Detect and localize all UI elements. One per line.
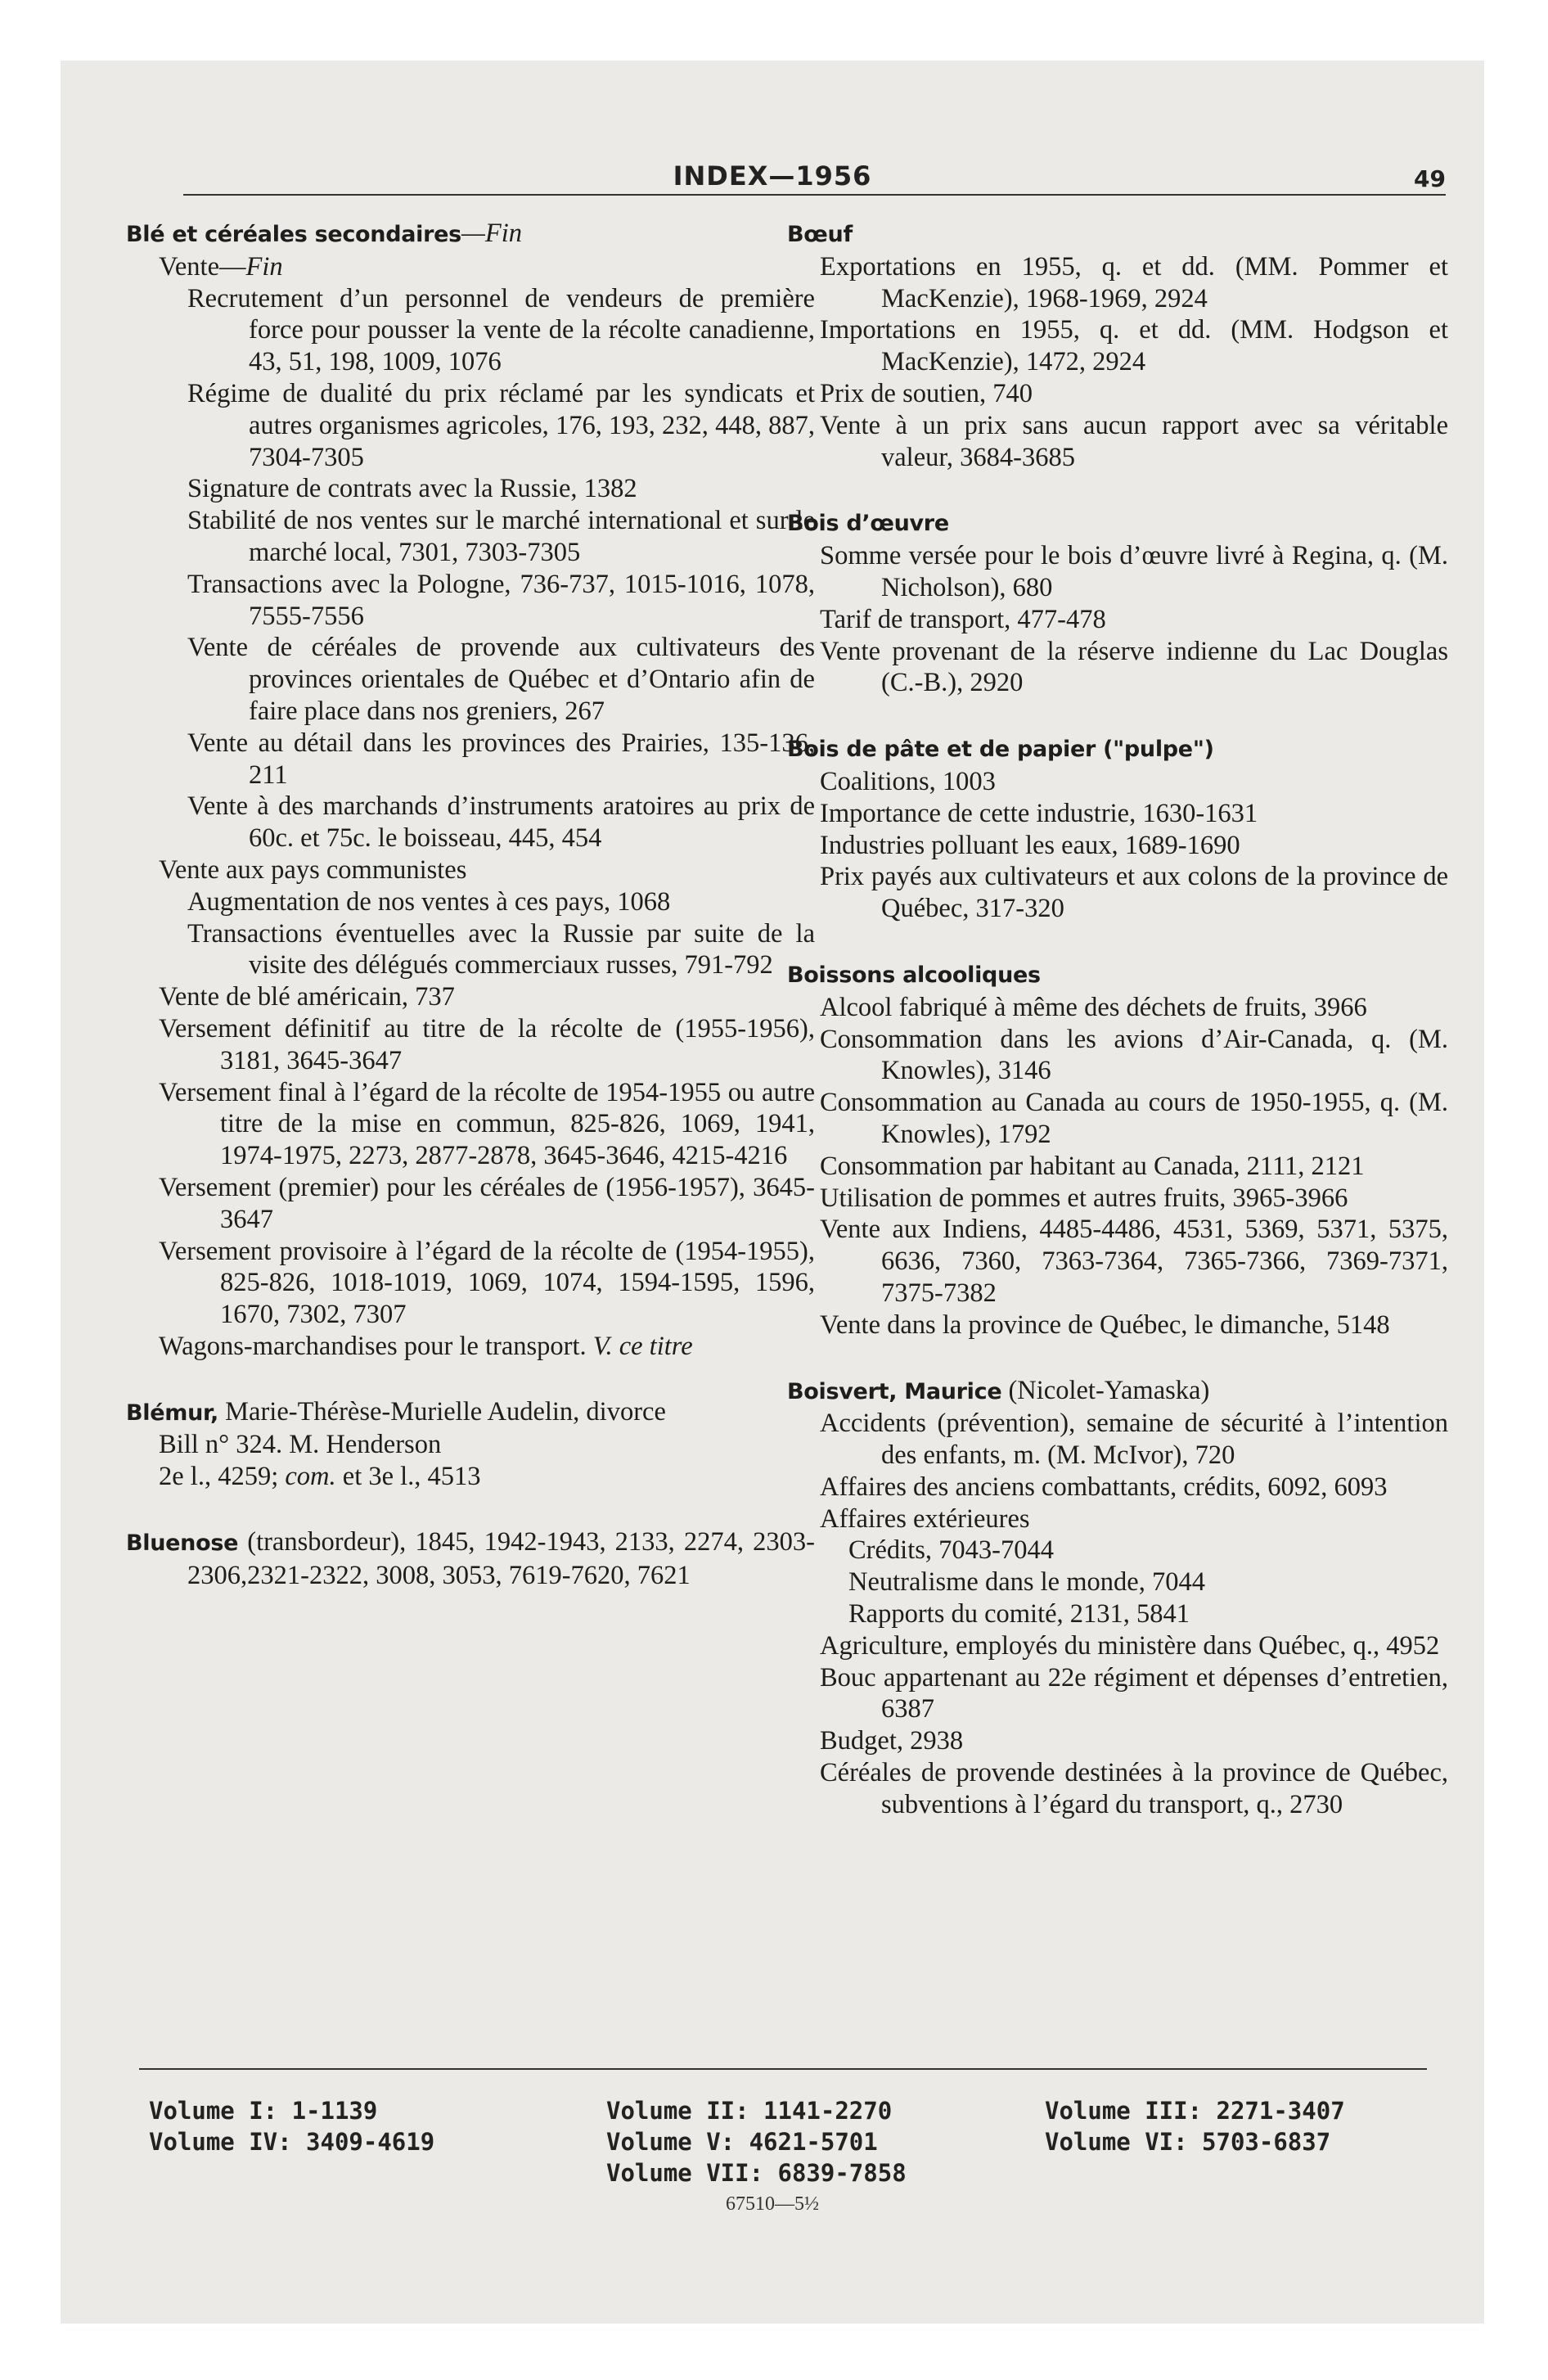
entry-text: Vente aux pays communistes <box>159 854 467 885</box>
heading-term: Bœuf <box>787 222 853 247</box>
entry-text: Consommation au Canada au cours de 1950-1955, q. (M. Knowles), 1792 <box>820 1088 1448 1149</box>
index-subsubentry <box>787 1566 1448 1598</box>
index-subentry <box>787 636 1448 700</box>
index-subentry <box>787 1408 1448 1472</box>
index-heading <box>126 1396 815 1430</box>
volume-range: Volume V: 4621-5701 <box>606 2128 878 2156</box>
entry-text: Vente aux Indiens, 4485-4486, 4531, 5369, 5371, 5375, 6636, 7360, 7363-7364, 7365-7366, 7369-7371, 7375-7382 <box>820 1215 1448 1308</box>
entry-gap <box>126 1363 815 1396</box>
entry-text: Importations en 1955, q. et dd. (MM. Hodgson et MacKenzie), 1472, 2924 <box>820 315 1448 377</box>
entry-text: Vente de blé américain, 737 <box>159 982 455 1012</box>
index-subentry <box>787 540 1448 604</box>
index-subentry <box>787 798 1448 830</box>
heading-term: Blémur, <box>126 1400 219 1426</box>
index-subentry <box>126 1331 815 1363</box>
index-subentry <box>787 1472 1448 1503</box>
index-subsubentry <box>126 473 815 505</box>
entry-text: Signature de contrats avec la Russie, 1382 <box>187 474 637 504</box>
entry-text: Vente à des marchands d’instruments aratoires au prix de 60c. et 75c. le boisseau, 445, 454 <box>187 791 815 854</box>
scanned-page <box>61 61 1484 2324</box>
heading-term: Boisvert, Maurice <box>787 1378 1002 1404</box>
entry-text: Versement final à l’égard de la récolte de 1954-1955 ou autre titre de la mise en commun, 825-826, 1069, 1941, 1974-1975, 2273, 2877-2878, 3645-3646, 4215-4216 <box>159 1077 815 1171</box>
entry-text: Vente de céréales de provende aux cultivateurs des provinces orientales de Québec et d’Ontario afin de faire place dans nos greniers, 267 <box>187 633 815 726</box>
index-subentry <box>787 604 1448 636</box>
entry-gap <box>787 925 1448 958</box>
index-subentry <box>126 1172 815 1236</box>
index-subentry <box>787 1151 1448 1183</box>
entry-text: Augmentation de nos ventes à ces pays, 1068 <box>187 886 671 917</box>
header-rule <box>183 194 1446 196</box>
entry-gap <box>126 1493 815 1526</box>
volume-key-column-2 <box>606 2095 907 2188</box>
entry-text: Transactions avec la Pologne, 736-737, 1015-1016, 1078, 7555-7556 <box>187 569 815 631</box>
footer-rule <box>139 2068 1427 2070</box>
index-heading <box>787 732 1448 766</box>
entry-text: Transactions éventuelles avec la Russie par suite de la visite des délégués commerciaux russes, 791-792 <box>187 918 815 980</box>
index-subentry <box>126 981 815 1013</box>
index-heading <box>126 218 815 251</box>
entry-text: Vente dans la province de Québec, le dimanche, 5148 <box>820 1309 1390 1340</box>
entry-text: Stabilité de nos ventes sur le marché international et sur le marché local, 7301, 7303-7305 <box>187 506 815 567</box>
index-subsubentry <box>126 918 815 982</box>
entry-text: Prix de soutien, 740 <box>820 378 1033 408</box>
index-subentry <box>126 1236 815 1331</box>
entry-italic: Fin <box>245 251 283 282</box>
entry-text: Tarif de transport, 477-478 <box>820 604 1106 634</box>
index-subentry <box>126 1077 815 1172</box>
volume-range: Volume II: 1141-2270 <box>606 2097 893 2125</box>
entry-text: Somme versée pour le bois d’œuvre livré à Regina, q. (M. Nicholson), 680 <box>820 541 1448 602</box>
index-subsubentry <box>126 569 815 633</box>
heading-term: Bois d’œuvre <box>787 511 949 537</box>
entry-gap <box>787 699 1448 732</box>
index-subentry <box>126 1461 815 1493</box>
entry-text: Bouc appartenant au 22e régiment et dépenses d’entretien, 6387 <box>820 1662 1448 1724</box>
index-subentry <box>787 830 1448 862</box>
entry-text: Consommation dans les avions d’Air-Canada, q. (M. Knowles), 3146 <box>820 1024 1448 1086</box>
index-subentry <box>787 410 1448 474</box>
index-subentry <box>787 1024 1448 1088</box>
index-subsubentry <box>787 1535 1448 1566</box>
right-column <box>787 218 1448 1821</box>
entry-text: Crédits, 7043-7044 <box>848 1535 1054 1566</box>
index-subsubentry <box>787 1598 1448 1630</box>
entry-italic: V. ce titre <box>592 1331 693 1361</box>
entry-text: Affaires extérieures <box>820 1503 1030 1534</box>
entry-text: Vente au détail dans les provinces des Prairies, 135-136, 211 <box>187 728 815 790</box>
index-heading <box>787 218 1448 251</box>
index-subsubentry <box>126 632 815 727</box>
entry-text: Vente à un prix sans aucun rapport avec sa véritable valeur, 3684-3685 <box>820 410 1448 472</box>
volume-key-column-3 <box>1045 2095 1345 2157</box>
index-subentry <box>787 1630 1448 1662</box>
entry-text: Accidents (prévention), semaine de sécurité à l’intention des enfants, m. (M. McIvor), 720 <box>820 1409 1448 1471</box>
index-heading <box>787 1375 1448 1409</box>
volume-range: Volume VII: 6839-7858 <box>606 2159 907 2187</box>
index-subentry <box>787 1087 1448 1151</box>
index-subentry <box>787 1725 1448 1757</box>
index-subentry <box>126 1013 815 1077</box>
index-heading <box>787 958 1448 992</box>
index-subsubentry <box>126 505 815 569</box>
index-subentry <box>787 1309 1448 1341</box>
entry-italic: com. <box>285 1462 336 1492</box>
index-subentry <box>787 314 1448 378</box>
entry-text: Bill n° 324. M. Henderson <box>159 1430 442 1460</box>
volume-range: Volume III: 2271-3407 <box>1045 2097 1345 2125</box>
heading-term: Blé et céréales secondaires <box>126 222 461 247</box>
entry-gap <box>787 1341 1448 1375</box>
entry-text: 2e l., 4259; <box>159 1462 286 1492</box>
entry-text: Vente— <box>159 251 246 282</box>
heading-detail: (Nicolet-Yamaska) <box>1001 1375 1210 1405</box>
heading-detail: (transbordeur), 1845, 1942-1943, 2133, 2274, 2303-2306,2321-2322, 3008, 3053, 7619-7620, 7621 <box>187 1527 815 1590</box>
index-subsubentry <box>126 378 815 473</box>
entry-text: Utilisation de pommes et autres fruits, 3965-3966 <box>820 1183 1348 1213</box>
entry-text: Industries polluant les eaux, 1689-1690 <box>820 830 1240 860</box>
index-subentry <box>126 251 815 283</box>
volume-range: Volume VI: 5703-6837 <box>1045 2128 1331 2156</box>
index-subentry <box>787 992 1448 1024</box>
entry-text: Recrutement d’un personnel de vendeurs de première force pour pousser la vente de la récolte canadienne, 43, 51, 198, 1009, 1076 <box>187 283 815 377</box>
entry-text: Prix payés aux cultivateurs et aux colons de la province de Québec, 317-320 <box>820 862 1448 924</box>
index-subentry <box>787 766 1448 798</box>
heading-term: Bluenose <box>126 1530 239 1557</box>
entry-text: Rapports du comité, 2131, 5841 <box>848 1599 1190 1629</box>
entry-text: Versement (premier) pour les céréales de (1956-1957), 3645-3647 <box>159 1172 815 1234</box>
entry-text-after: et 3e l., 4513 <box>335 1462 481 1492</box>
index-subentry <box>126 854 815 886</box>
volume-range: Volume I: 1-1139 <box>149 2097 378 2125</box>
index-subentry <box>787 1757 1448 1821</box>
entry-text: Neutralisme dans le monde, 7044 <box>848 1567 1205 1598</box>
entry-text: Vente provenant de la réserve indienne du Lac Douglas (C.-B.), 2920 <box>820 636 1448 698</box>
entry-text: Importance de cette industrie, 1630-1631 <box>820 798 1258 828</box>
entry-text: Coalitions, 1003 <box>820 766 996 796</box>
running-title: INDEX—1956 <box>673 160 872 192</box>
entry-text: Alcool fabriqué à même des déchets de fruits, 3966 <box>820 992 1367 1022</box>
printer-number: 67510—5½ <box>726 2193 819 2215</box>
entry-text: Budget, 2938 <box>820 1726 964 1756</box>
entry-text: Régime de dualité du prix réclamé par les syndicats et autres organismes agricoles, 176, 193, 232, 448, 887, 7304-7305 <box>187 378 815 472</box>
entry-text: Affaires des anciens combattants, crédits, 6092, 6093 <box>820 1472 1388 1502</box>
index-subentry <box>787 251 1448 315</box>
heading-term: Bois de pâte et de papier ("pulpe") <box>787 737 1214 763</box>
index-subentry <box>787 1183 1448 1215</box>
index-subsubentry <box>126 791 815 854</box>
heading-detail: Marie-Thérèse-Murielle Audelin, divorce <box>218 1396 666 1427</box>
entry-text: Consommation par habitant au Canada, 2111, 2121 <box>820 1151 1365 1181</box>
volume-range: Volume IV: 3409-4619 <box>149 2128 435 2156</box>
entry-text: Versement provisoire à l’égard de la récolte de (1954-1955), 825-826, 1018-1019, 1069, 1074, 1594-1595, 1596, 1670, 7302, 7307 <box>159 1236 815 1330</box>
index-subentry <box>787 1662 1448 1726</box>
entry-text: Wagons-marchandises pour le transport. <box>159 1331 593 1361</box>
index-subentry <box>787 378 1448 410</box>
index-heading <box>126 1526 815 1592</box>
entry-text: Versement définitif au titre de la récolte de (1955-1956), 3181, 3645-3647 <box>159 1013 815 1075</box>
index-subentry <box>787 1214 1448 1309</box>
index-subsubentry <box>126 283 815 378</box>
heading-suffix: —Fin <box>461 219 522 248</box>
index-subsubentry <box>126 728 815 791</box>
heading-term: Boissons alcooliques <box>787 962 1041 988</box>
index-subsubentry <box>126 886 815 918</box>
left-column <box>126 218 815 1592</box>
index-heading <box>787 507 1448 540</box>
entry-gap <box>787 473 1448 507</box>
index-subentry <box>787 861 1448 925</box>
volume-key-column-1 <box>149 2095 434 2157</box>
index-subentry <box>126 1429 815 1461</box>
index-subentry <box>787 1503 1448 1535</box>
page-number: 49 <box>1414 165 1446 192</box>
entry-text: Agriculture, employés du ministère dans Québec, q., 4952 <box>820 1630 1440 1661</box>
entry-text: Exportations en 1955, q. et dd. (MM. Pommer et MacKenzie), 1968-1969, 2924 <box>820 251 1448 313</box>
entry-text: Céréales de provende destinées à la province de Québec, subventions à l’égard du transport, q., 2730 <box>820 1758 1448 1819</box>
